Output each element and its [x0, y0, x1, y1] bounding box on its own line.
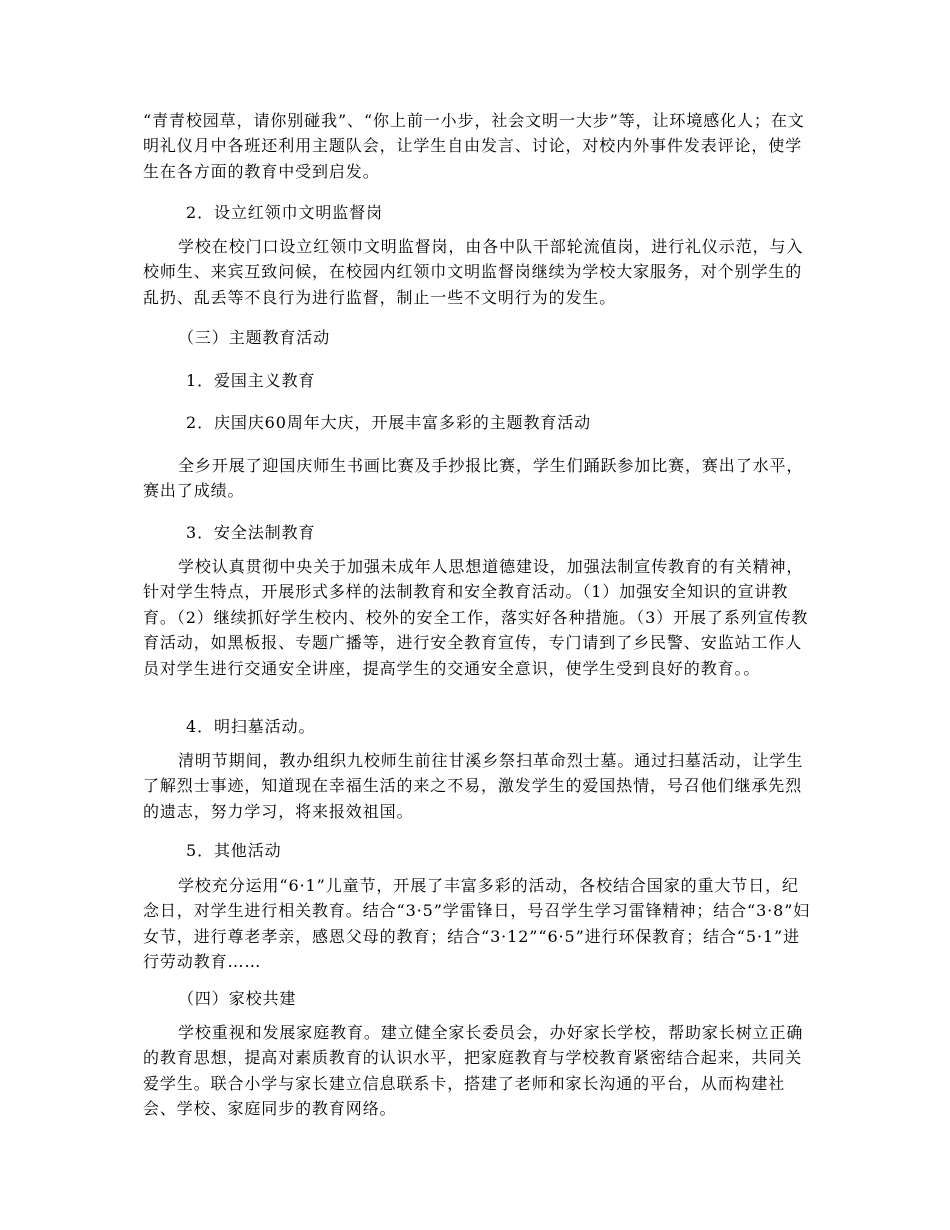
- heading-national-day: 2．庆国庆60周年大庆，开展丰富多彩的主题教育活动: [186, 413, 592, 432]
- heading-tomb-sweeping: 4．明扫墓活动。: [186, 717, 316, 736]
- paragraph-tomb-sweeping: 清明节期间，教办组织九校师生前往甘溪乡祭扫革命烈士墓。通过扫墓活动，让学生了解烈士事迹，知道现在幸福生活的来之不易，激发学生的爱国热情，号召他们继承先烈的遗志，努力学习，将来报效祖国。: [143, 751, 804, 821]
- heading-safety-law-education: 3．安全法制教育: [186, 523, 316, 542]
- paragraph-red-scarf-post: 学校在校门口设立红领巾文明监督岗，由各中队干部轮流值岗，进行礼仪示范，与入校师生、来宾互致问候，在校园内红领巾文明监督岗继续为学校大家服务，对个别学生的乱扔、乱丢等不良行为进行监督，制止一些不文明行为的发生。: [143, 237, 804, 307]
- heading-home-school: （四）家校共建: [178, 989, 297, 1008]
- paragraph-national-day: 全乡开展了迎国庆师生书画比赛及手抄报比赛，学生们踊跃参加比赛，赛出了水平，赛出了成绩。: [143, 456, 804, 501]
- paragraph-home-school: 学校重视和发展家庭教育。建立健全家长委员会，办好家长学校，帮助家长树立正确的教育思想，提高对素质教育的认识水平，把家庭教育与学校教育紧密结合起来，共同关爱学生。联合小学与家长建立信息联系卡，搭建了老师和家长沟通的平台，从而构建社会、学校、家庭同步的教育网络。: [143, 1023, 804, 1119]
- paragraph-safety-law-education: 学校认真贯彻中央关于加强未成年人思想道德建设，加强法制宣传教育的有关精神，针对学生特点，开展形式多样的法制教育和安全教育活动。（1）加强安全知识的宣讲教育。（2）继续抓好学生校内、校外的安全工作，落实好各种措施。（3）开展了系列宣传教育活动，如黑板报、专题广播等，进行安全教育宣传，专门请到了乡民警、安监站工作人员对学生进行交通安全讲座，提高学生的交通安全意识，使学生受到良好的教育。。: [143, 557, 809, 678]
- paragraph-other-activities: 学校充分运用“6·1”儿童节，开展了丰富多彩的活动，各校结合国家的重大节日，纪念日，对学生进行相关教育。结合“3·5”学雷锋日，号召学生学习雷锋精神；结合“3·8”妇女节，进行尊老孝亲，感恩父母的教育；结合“3·12”“6·5”进行环保教育；结合“5·1”进行劳动教育……: [143, 876, 811, 972]
- heading-theme-education: （三）主题教育活动: [178, 328, 331, 347]
- heading-red-scarf-post: 2．设立红领巾文明监督岗: [186, 203, 383, 222]
- heading-patriotism-education: 1．爱国主义教育: [186, 371, 316, 390]
- paragraph-environment-education: “青青校园草，请你别碰我”、“你上前一小步，社会文明一大步”等，让环境感化人；在文明礼仪月中各班还利用主题队会，让学生自由发言、讨论，对校内外事件发表评论，使学生在各方面的教育中受到启发。: [143, 111, 805, 181]
- heading-other-activities: 5．其他活动: [186, 841, 282, 860]
